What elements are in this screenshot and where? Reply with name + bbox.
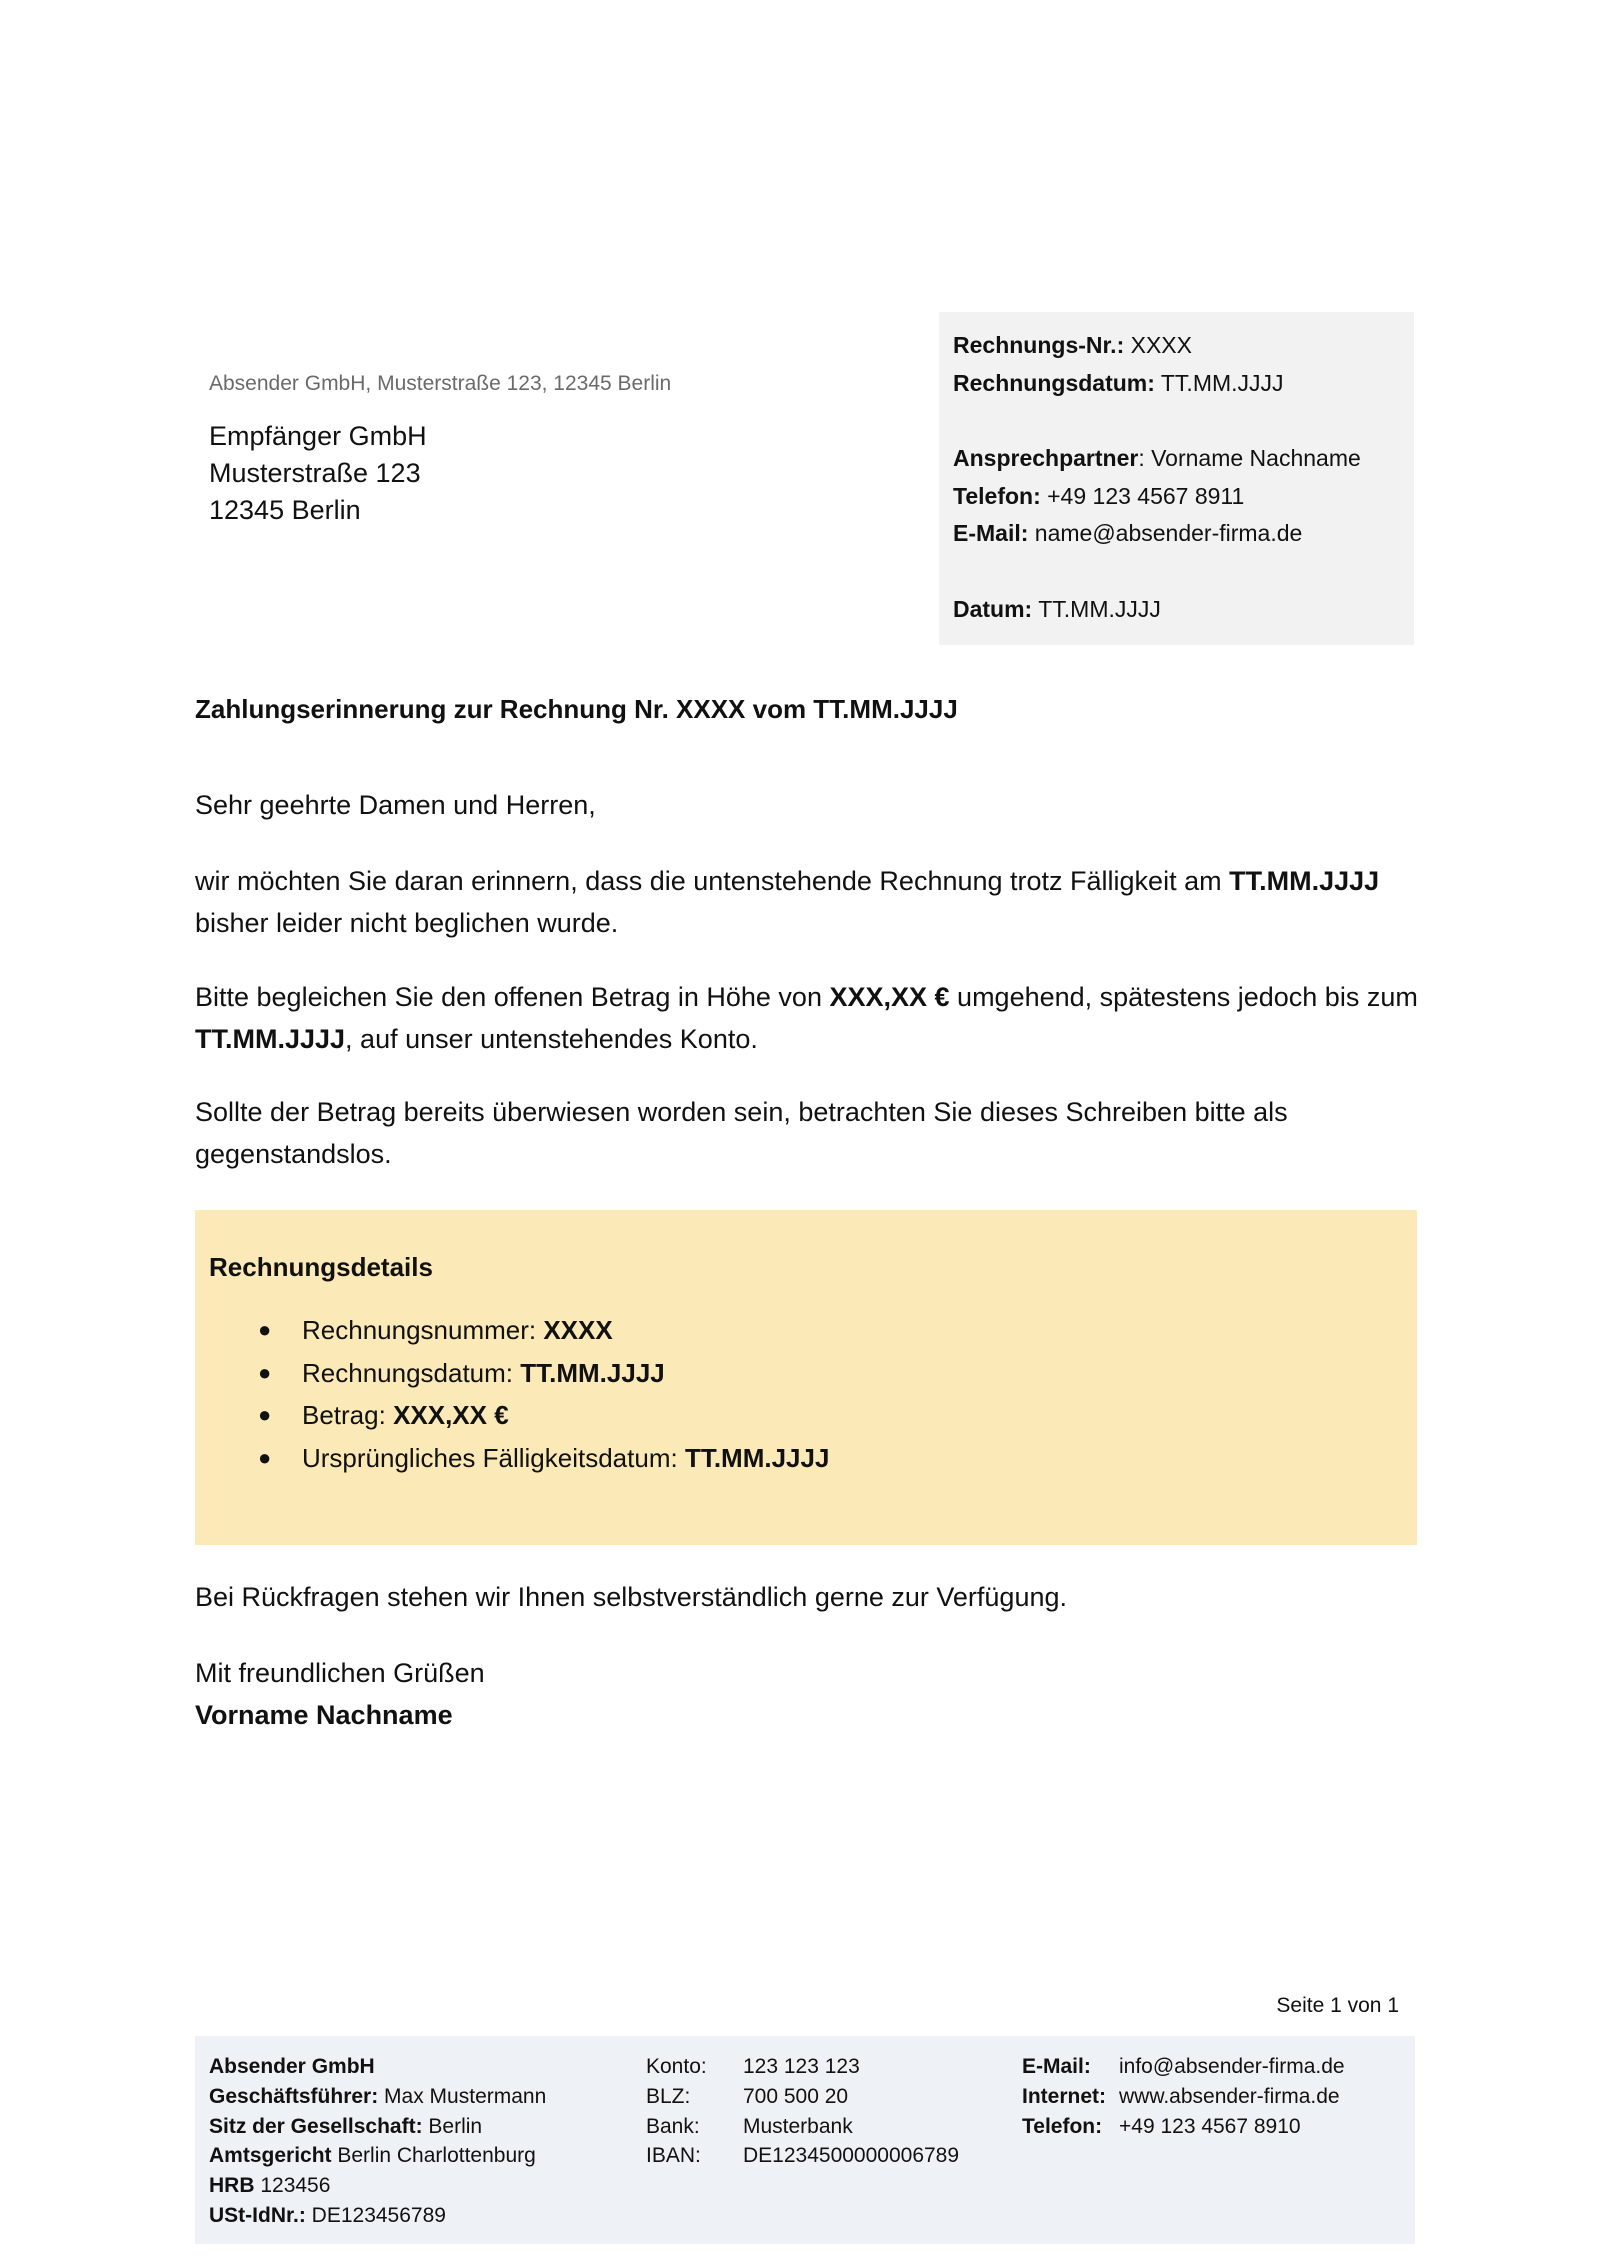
letter-date-row: [953, 591, 1414, 629]
letter-subject: Zahlungserinnerung zur Rechnung Nr. XXXX vom TT.MM.JJJJ: [195, 694, 958, 724]
closing-phrase: Mit freundlichen Grüßen: [195, 1658, 485, 1688]
invoice-details-box: [195, 1210, 1417, 1545]
contact-person-label: Ansprechpartner: [953, 445, 1139, 472]
footer-bank-info: [646, 2052, 959, 2171]
footer-bank-label: Konto:: [646, 2055, 707, 2078]
detail-label: Rechnungsnummer:: [302, 1315, 544, 1345]
letter-date-label: Datum:: [953, 595, 1033, 622]
bullet-icon: ●: [258, 1444, 272, 1470]
footer-contact-value: +49 123 4567 8910: [1119, 2114, 1301, 2138]
footer-hrb-value: 123456: [254, 2174, 331, 2198]
footer-bank-value: 700 500 20: [743, 2084, 849, 2108]
footer-bank-label: IBAN:: [646, 2144, 701, 2168]
invoice-number-row: [953, 327, 1414, 365]
para2-amount: XXX,XX €: [829, 982, 950, 1012]
footer-ceo-value: Max Mustermann: [378, 2084, 547, 2108]
contact-person-value: : Vorname Nachname: [1138, 445, 1361, 472]
detail-label: Betrag:: [302, 1400, 394, 1430]
recipient-street: Musterstraße 123: [209, 458, 421, 488]
detail-label: Ursprüngliches Fälligkeitsdatum:: [302, 1442, 685, 1473]
detail-label: Rechnungsdatum:: [302, 1357, 521, 1388]
recipient-city: 12345 Berlin: [209, 495, 361, 525]
phone-value: +49 123 4567 8911: [1047, 482, 1245, 509]
invoice-details-list: [209, 1309, 1417, 1479]
page-number: Seite 1 von 1: [1276, 1994, 1399, 2017]
footer-court-value: Berlin Charlottenburg: [331, 2144, 536, 2168]
sender-address-line: Absender GmbH, Musterstraße 123, 12345 Berlin: [209, 372, 672, 395]
paragraph-disregard: Sollte der Betrag bereits überwiesen worden sein, betrachten Sie dieses Schreiben bitte als gegenstandslos.: [195, 1097, 1288, 1169]
detail-value: TT.MM.JJJJ: [520, 1357, 665, 1388]
salutation: Sehr geehrte Damen und Herren,: [195, 790, 596, 820]
recipient-name: Empfänger GmbH: [209, 421, 427, 451]
email-value: name@absender-firma.de: [1034, 520, 1303, 547]
para2-text2: umgehend, spätestens jedoch bis zum: [949, 982, 1418, 1012]
footer-contact-info: [1022, 2052, 1345, 2141]
phone-label: Telefon:: [953, 482, 1041, 509]
footer-contact-label: E-Mail:: [1022, 2055, 1091, 2078]
footer-contact-value: www.absender-firma.de: [1119, 2084, 1340, 2108]
paragraph-payment-request: [195, 976, 1425, 1060]
signature-name: Vorname Nachname: [195, 1700, 453, 1730]
invoice-number-value: XXXX: [1130, 332, 1192, 358]
invoice-date-value: TT.MM.JJJJ: [1160, 369, 1284, 396]
footer-seat-value: Berlin: [422, 2114, 483, 2138]
footer-contact-label: Internet:: [1022, 2084, 1106, 2108]
phone-row: [953, 478, 1414, 516]
letter-date-value: TT.MM.JJJJ: [1038, 595, 1161, 622]
footer-company-name: Absender GmbH: [209, 2055, 375, 2078]
email-label: E-Mail:: [953, 520, 1029, 547]
footer-hrb-label: HRB: [209, 2174, 255, 2198]
footer-bank-value: Musterbank: [743, 2114, 853, 2138]
para1-text2: bisher leider nicht beglichen wurde.: [195, 908, 619, 938]
recipient-address: [209, 418, 427, 529]
paragraph-questions: Bei Rückfragen stehen wir Ihnen selbstverständlich gerne zur Verfügung.: [195, 1582, 1068, 1612]
invoice-date-label: Rechnungsdatum:: [953, 369, 1155, 396]
invoice-details-title: Rechnungsdetails: [209, 1252, 433, 1282]
footer-contact-value: info@absender-firma.de: [1119, 2055, 1345, 2078]
footer-court-label: Amtsgericht: [209, 2144, 332, 2168]
paragraph-reminder: [195, 860, 1425, 944]
footer-bank-label: Bank:: [646, 2114, 700, 2138]
contact-person-row: [953, 440, 1414, 478]
footer-vat-value: DE123456789: [305, 2203, 446, 2227]
footer-vat-label: USt-IdNr.:: [209, 2203, 306, 2227]
letter-footer: [195, 2036, 1415, 2244]
footer-company-info: [209, 2052, 546, 2231]
bullet-icon: ●: [258, 1359, 272, 1385]
list-item: [209, 1352, 1417, 1395]
detail-value: XXX,XX €: [393, 1400, 509, 1430]
footer-ceo-label: Geschäftsführer:: [209, 2084, 379, 2108]
invoice-date-row: [953, 365, 1414, 403]
footer-bank-value: 123 123 123: [743, 2055, 860, 2078]
footer-bank-value: DE1234500000006789: [743, 2144, 960, 2168]
email-row: [953, 515, 1414, 553]
invoice-info-box: [939, 312, 1414, 645]
detail-value: XXXX: [543, 1315, 613, 1345]
bullet-icon: ●: [258, 1317, 272, 1342]
footer-seat-label: Sitz der Gesellschaft:: [209, 2114, 423, 2138]
detail-value: TT.MM.JJJJ: [684, 1442, 830, 1473]
para1-text1: wir möchten Sie daran erinnern, dass die untenstehende Rechnung trotz Fälligkeit am: [195, 866, 1230, 896]
invoice-number-label: Rechnungs-Nr.:: [953, 332, 1125, 358]
para1-due-date: TT.MM.JJJJ: [1229, 866, 1380, 896]
list-item: [209, 1437, 1417, 1480]
para2-text3: , auf unser untenstehendes Konto.: [345, 1024, 758, 1054]
footer-bank-label: BLZ:: [646, 2084, 691, 2108]
footer-contact-label: Telefon:: [1022, 2114, 1103, 2138]
para2-text1: Bitte begleichen Sie den offenen Betrag in Höhe von: [195, 982, 830, 1012]
para2-deadline: TT.MM.JJJJ: [195, 1024, 346, 1054]
bullet-icon: ●: [258, 1402, 272, 1427]
list-item: [209, 1394, 1417, 1437]
list-item: [209, 1309, 1417, 1352]
